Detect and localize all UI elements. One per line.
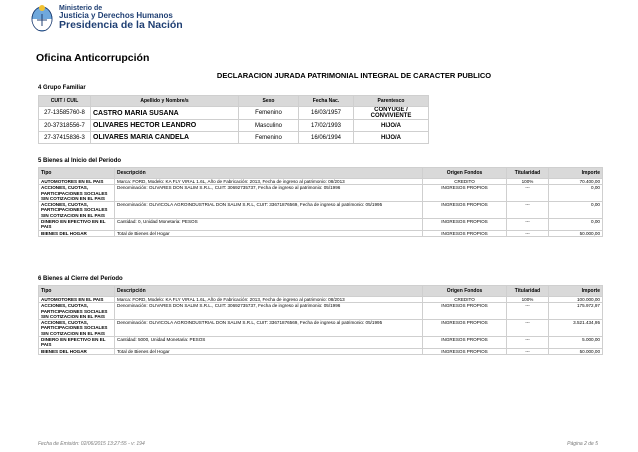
grupo-familiar-table	[38, 95, 429, 144]
table-cell: 50.000,00	[549, 230, 603, 236]
column-header: Tipo	[39, 286, 115, 297]
table-cell: Total de Bienes del Hogar	[115, 348, 423, 354]
table-cell: 5.000,00	[549, 336, 603, 348]
table-cell: INGRESOS PROPIOS	[423, 218, 507, 230]
column-header: Descripción	[115, 168, 423, 179]
table-row	[39, 107, 429, 120]
table-cell: Masculino	[239, 120, 299, 132]
table-cell: 3.521.434,95	[549, 320, 603, 337]
table-cell: BIENES DEL HOGAR	[39, 348, 115, 354]
table-cell: ---	[507, 185, 549, 202]
table-cell: ---	[507, 218, 549, 230]
table-cell: 16/06/1994	[299, 132, 354, 144]
column-header: Descripción	[115, 286, 423, 297]
column-header: Parentesco	[354, 96, 429, 107]
coat-of-arms-icon	[30, 4, 54, 32]
table-row	[39, 132, 429, 144]
table-cell: 100.000,00	[549, 297, 603, 303]
column-header: Origen Fondos	[423, 286, 507, 297]
table-row	[39, 336, 603, 348]
table-cell: Total de Bienes del Hogar	[115, 230, 423, 236]
table-cell: CREDITO	[423, 297, 507, 303]
page-header	[30, 4, 183, 32]
table-cell: 27-13585760-8	[39, 107, 91, 120]
table-cell: Cantidad: 0, Unidad Monetaria: PESOS	[115, 218, 423, 230]
table-row	[39, 218, 603, 230]
section-bienes-cierre: 6 Bienes al Cierre del Período	[38, 276, 123, 282]
table-row	[39, 320, 603, 337]
table-cell: ACCIONES, CUOTAS, PARTICIPACIONES SOCIALES SIN COTIZACION EN EL PAIS	[39, 303, 115, 320]
table-cell: Marca: FORD, Modelo: KA FLY VIRAL 1.6L, Año de Fabricación: 2013, Fecha de ingreso al patrimonio: 08/2013	[115, 297, 423, 303]
table-row	[39, 348, 603, 354]
table-cell: Denominación: OLIVARES DON SALIM S.R.L., CUIT: 30692735737, Fecha de ingreso al patrimonio: 05/1996	[115, 185, 423, 202]
page-number: Página 2 de 5	[567, 441, 598, 447]
column-header: CUIT / CUIL	[39, 96, 91, 107]
bienes-inicio-table	[38, 167, 603, 237]
table-cell: INGRESOS PROPIOS	[423, 202, 507, 219]
table-header-row	[39, 286, 603, 297]
table-cell: 100%	[507, 297, 549, 303]
presidency-title: Presidencia de la Nación	[59, 19, 183, 32]
table-cell: 175.972,97	[549, 303, 603, 320]
table-cell: 27-37415836-3	[39, 132, 91, 144]
table-cell: Denominación: OLIVICOLA AGROINDUSTRIAL DON SALIM S.R.L, CUIT: 33671876569, Fecha de ingreso al patrimonio: 05/1995	[115, 202, 423, 219]
table-cell: ---	[507, 336, 549, 348]
table-cell: INGRESOS PROPIOS	[423, 348, 507, 354]
table-cell: BIENES DEL HOGAR	[39, 230, 115, 236]
table-header-row	[39, 96, 429, 107]
column-header: Titularidad	[507, 286, 549, 297]
table-row	[39, 202, 603, 219]
document-title: DECLARACION JURADA PATRIMONIAL INTEGRAL DE CARACTER PUBLICO	[216, 71, 492, 80]
table-cell: Cantidad: 5000, Unidad Monetaria: PESOS	[115, 336, 423, 348]
table-cell: INGRESOS PROPIOS	[423, 185, 507, 202]
table-cell: INGRESOS PROPIOS	[423, 230, 507, 236]
table-cell: ---	[507, 202, 549, 219]
table-cell: 16/03/1957	[299, 107, 354, 120]
table-body	[39, 179, 603, 237]
table-cell: ACCIONES, CUOTAS, PARTICIPACIONES SOCIALES SIN COTIZACION EN EL PAIS	[39, 320, 115, 337]
section-grupo-familiar: 4 Grupo Familiar	[38, 85, 86, 91]
table-cell: 0,00	[549, 185, 603, 202]
column-header: Sexo	[239, 96, 299, 107]
column-header: Titularidad	[507, 168, 549, 179]
table-cell: DINERO EN EFECTIVO EN EL PAIS	[39, 218, 115, 230]
table-cell: INGRESOS PROPIOS	[423, 320, 507, 337]
table-row	[39, 120, 429, 132]
office-name: Oficina Anticorrupción	[36, 52, 150, 64]
table-cell: 0,00	[549, 218, 603, 230]
ministry-line-2: Justicia y Derechos Humanos	[59, 11, 173, 21]
table-cell: 0,00	[549, 202, 603, 219]
table-cell: HIJO/A	[354, 120, 429, 132]
table-cell: ---	[507, 303, 549, 320]
column-header: Importe	[549, 168, 603, 179]
table-cell: OLIVARES HECTOR LEANDRO	[91, 120, 239, 132]
bienes-cierre-table	[38, 285, 603, 355]
table-cell: INGRESOS PROPIOS	[423, 303, 507, 320]
table-row	[39, 185, 603, 202]
table-cell: 100%	[507, 179, 549, 185]
table-cell: ---	[507, 320, 549, 337]
column-header: Origen Fondos	[423, 168, 507, 179]
table-cell: Marca: FORD, Modelo: KA FLY VIRAL 1.6L, Año de Fabricación: 2013, Fecha de ingreso al patrimonio: 08/2013	[115, 179, 423, 185]
column-header: Importe	[549, 286, 603, 297]
table-cell: Denominación: OLIVARES DON SALIM S.R.L., CUIT: 30692735737, Fecha de ingreso al patrimonio: 05/1996	[115, 303, 423, 320]
table-cell: INGRESOS PROPIOS	[423, 336, 507, 348]
column-header: Apellido y Nombre/s	[91, 96, 239, 107]
table-cell: CREDITO	[423, 179, 507, 185]
table-cell: Femenino	[239, 107, 299, 120]
table-cell: Femenino	[239, 132, 299, 144]
section-bienes-inicio: 5 Bienes al Inicio del Período	[38, 158, 122, 164]
column-header: Tipo	[39, 168, 115, 179]
table-body	[39, 297, 603, 355]
table-cell: 17/02/1993	[299, 120, 354, 132]
emission-date: Fecha de Emisión: 02/06/2015 13:27:55 - v: 194	[38, 441, 145, 447]
table-cell: 20-37318556-7	[39, 120, 91, 132]
ministry-line-1: Ministerio de	[59, 5, 103, 13]
table-cell: ACCIONES, CUOTAS, PARTICIPACIONES SOCIALES SIN COTIZACION EN EL PAIS	[39, 202, 115, 219]
table-cell: CONYUGE / CONVIVIENTE	[354, 107, 429, 120]
table-cell: 70.400,00	[549, 179, 603, 185]
column-header: Fecha Nac.	[299, 96, 354, 107]
table-row	[39, 303, 603, 320]
table-cell: CASTRO MARIA SUSANA	[91, 107, 239, 120]
table-cell: ACCIONES, CUOTAS, PARTICIPACIONES SOCIALES SIN COTIZACION EN EL PAIS	[39, 185, 115, 202]
table-cell: ---	[507, 348, 549, 354]
table-cell: AUTOMOTORES EN EL PAIS	[39, 179, 115, 185]
table-cell: HIJO/A	[354, 132, 429, 144]
table-row	[39, 230, 603, 236]
table-body	[39, 107, 429, 144]
table-cell: ---	[507, 230, 549, 236]
table-cell: OLIVARES MARIA CANDELA	[91, 132, 239, 144]
table-cell: Denominación: OLIVICOLA AGROINDUSTRIAL DON SALIM S.R.L, CUIT: 33671876569, Fecha de ingreso al patrimonio: 05/1995	[115, 320, 423, 337]
table-cell: 50.000,00	[549, 348, 603, 354]
table-header-row	[39, 168, 603, 179]
table-cell: DINERO EN EFECTIVO EN EL PAIS	[39, 336, 115, 348]
table-cell: AUTOMOTORES EN EL PAIS	[39, 297, 115, 303]
